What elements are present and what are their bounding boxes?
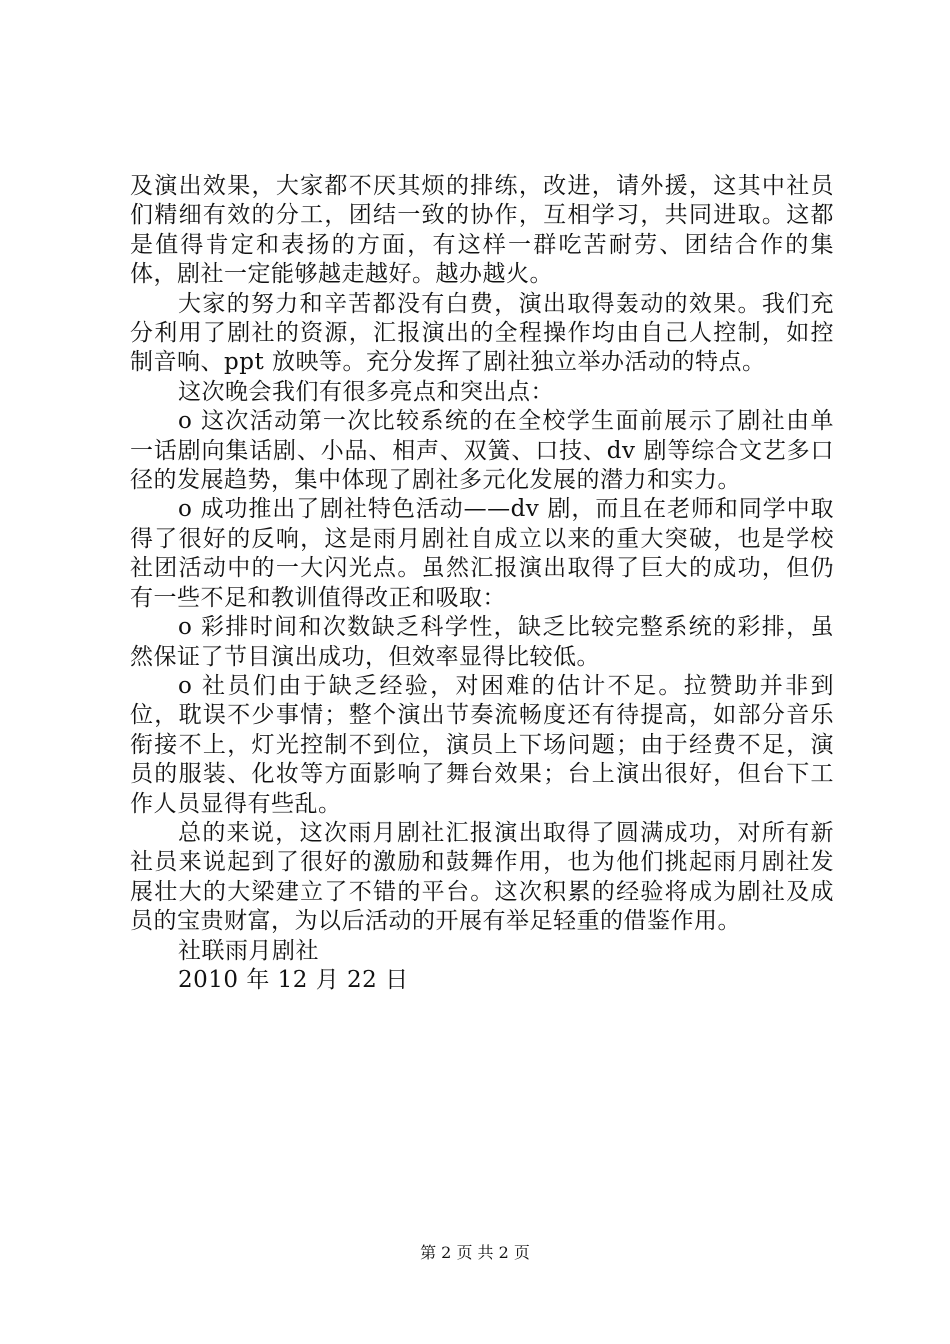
paragraph-6: o 彩排时间和次数缺乏科学性，缺乏比较完整系统的彩排，虽然保证了节目演出成功，但效率显得比较低。 xyxy=(130,614,834,670)
signature-organization: 社联雨月剧社 xyxy=(178,937,319,964)
paragraph-7: o 社员们由于缺乏经验，对困难的估计不足。拉赞助并非到位，耽误不少事情；整个演出节奏流畅度还有待提高，如部分音乐衔接不上，灯光控制不到位，演员上下场问题；由于经费不足，演员的服装、化妆等方面影响了舞台效果；台上演出很好，但台下工作人员显得有些乱。 xyxy=(130,672,834,817)
paragraph-4: o 这次活动第一次比较系统的在全校学生面前展示了剧社由单一话剧向集话剧、小品、相声、双簧、口技、dv 剧等综合文艺多口径的发展趋势，集中体现了剧社多元化发展的潜力和实力。 xyxy=(130,408,834,494)
paragraph-8: 总的来说，这次雨月剧社汇报演出取得了圆满成功，对所有新社员来说起到了很好的激励和鼓舞作用，也为他们挑起雨月剧社发展壮大的大梁建立了不错的平台。这次积累的经验将成为剧社及成员的宝贵财富，为以后活动的开展有举足轻重的借鉴作用。 xyxy=(130,819,834,935)
paragraph-1: 及演出效果，大家都不厌其烦的排练，改进，请外援，这其中社员们精细有效的分工，团结一致的协作，互相学习，共同进取。这都是值得肯定和表扬的方面，有这样一群吃苦耐劳、团结合作的集体，剧社一定能够越走越好。越办越火。 xyxy=(130,173,834,288)
signature-date: 2010 年 12 月 22 日 xyxy=(178,966,409,993)
paragraph-2: 大家的努力和辛苦都没有白费，演出取得轰动的效果。我们充分利用了剧社的资源，汇报演出的全程操作均由自己人控制，如控制音响、ppt 放映等。充分发挥了剧社独立举办活动的特点。 xyxy=(130,290,834,376)
paragraph-3: 这次晚会我们有很多亮点和突出点： xyxy=(178,378,554,405)
page-footer: 第 2 页 共 2 页 xyxy=(420,1243,530,1262)
paragraph-5: o 成功推出了剧社特色活动——dv 剧，而且在老师和同学中取得了很好的反响，这是雨月剧社自成立以来的重大突破，也是学校社团活动中的一大闪光点。虽然汇报演出取得了巨大的成功，但仍有一些不足和教训值得改正和吸取： xyxy=(130,496,834,611)
document-body xyxy=(130,172,834,995)
